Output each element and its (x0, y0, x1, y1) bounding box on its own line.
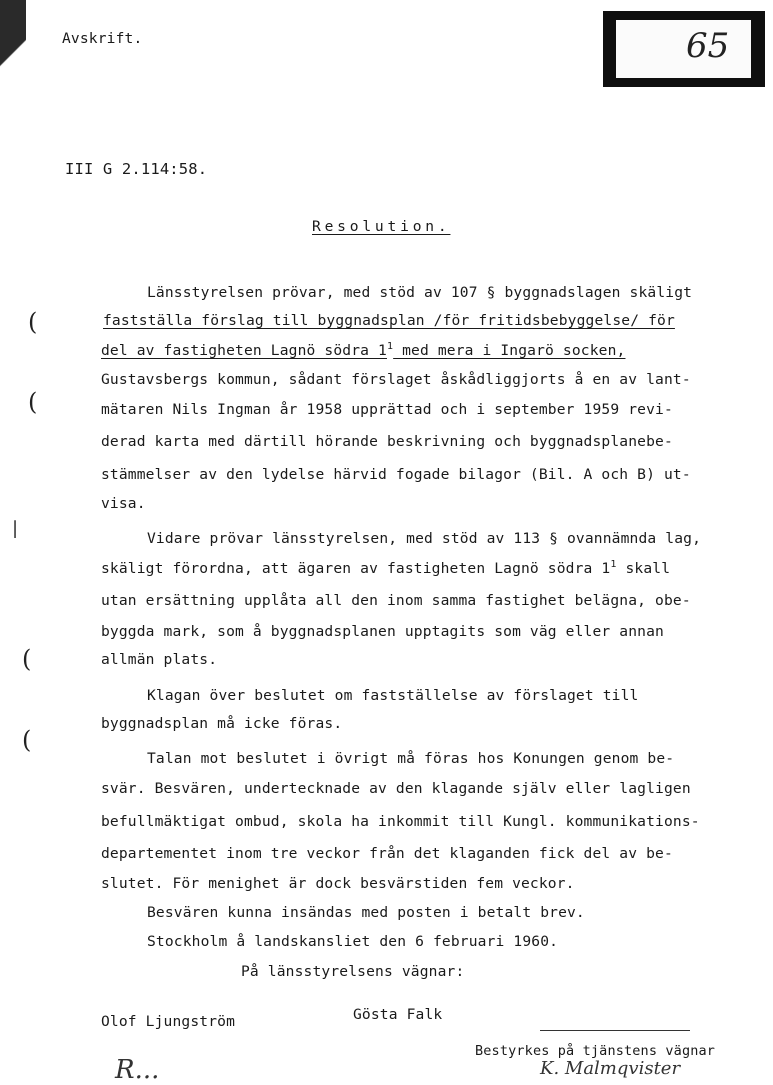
page-number-box (603, 11, 765, 87)
bottom-signature: R... (115, 1055, 160, 1085)
date-line: Stockholm å landskansliet den 6 februari 1960. (147, 933, 559, 950)
body-line: slutet. För menighet är dock besvärstiden fem veckor. (101, 875, 575, 892)
body-line: allmän plats. (101, 651, 218, 668)
margin-mark: ( (22, 726, 32, 754)
margin-mark: ( (28, 388, 38, 416)
body-line: fastställa förslag till byggnadsplan /för fritidsbebyggelse/ för (103, 312, 675, 329)
body-line: Gustavsbergs kommun, sådant förslaget åskådliggjorts å en av lant- (101, 371, 691, 388)
body-line: stämmelser av den lydelse härvid fogade bilagor (Bil. A och B) ut- (101, 466, 691, 483)
certifier-signature: K. Malmqvister (540, 1058, 681, 1079)
document-title: Resolution. (312, 218, 451, 235)
body-line: Vidare prövar länsstyrelsen, med stöd av 113 § ovannämnda lag, (147, 530, 702, 547)
body-line: Besvären kunna insändas med posten i betalt brev. (147, 904, 585, 921)
on-behalf-line: På länsstyrelsens vägnar: (241, 963, 465, 980)
body-line: del av fastigheten Lagnö södra $1^1$ med mera i Ingarö socken, (101, 341, 626, 359)
body-line: Klagan över beslutet om fastställelse av förslaget till (147, 687, 639, 704)
body-line: byggnadsplan må icke föras. (101, 715, 343, 732)
body-line: departementet inom tre veckor från det klaganden fick del av be- (101, 845, 673, 862)
body-line: befullmäktigat ombud, skola ha inkommit till Kungl. kommunikations- (101, 813, 700, 830)
body-line: visa. (101, 495, 146, 512)
signer-left: Olof Ljungström (101, 1013, 236, 1030)
avskrift-label: Avskrift. (62, 30, 143, 47)
body-line: svär. Besvären, undertecknade av den klagande själv eller lagligen (101, 780, 691, 797)
margin-mark: | (12, 518, 19, 539)
signer-right: Gösta Falk (353, 1006, 443, 1023)
margin-mark: ( (28, 308, 38, 336)
body-line: mätaren Nils Ingman år 1958 upprättad och i september 1959 revi- (101, 401, 673, 418)
body-line: skäligt förordna, att ägaren av fastigheten Lagnö södra $1^1$ skall (101, 559, 671, 577)
body-line: derad karta med därtill hörande beskrivning och byggnadsplanebe- (101, 433, 673, 450)
body-line: utan ersättning upplåta all den inom samma fastighet belägna, obe- (101, 592, 691, 609)
reference-number: III G 2.114:58. (65, 160, 208, 178)
body-line: Talan mot beslutet i övrigt må föras hos Konungen genom be- (147, 750, 675, 767)
page-number: 65 (686, 26, 730, 66)
margin-mark: ( (22, 645, 32, 673)
certified-line: Bestyrkes på tjänstens vägnar (475, 1043, 716, 1059)
body-line: Länsstyrelsen prövar, med stöd av 107 § byggnadslagen skäligt (147, 284, 693, 301)
body-line: byggda mark, som å byggnadsplanen upptagits som väg eller annan (101, 623, 664, 640)
folded-corner (0, 0, 26, 160)
signature-rule (540, 1030, 690, 1031)
